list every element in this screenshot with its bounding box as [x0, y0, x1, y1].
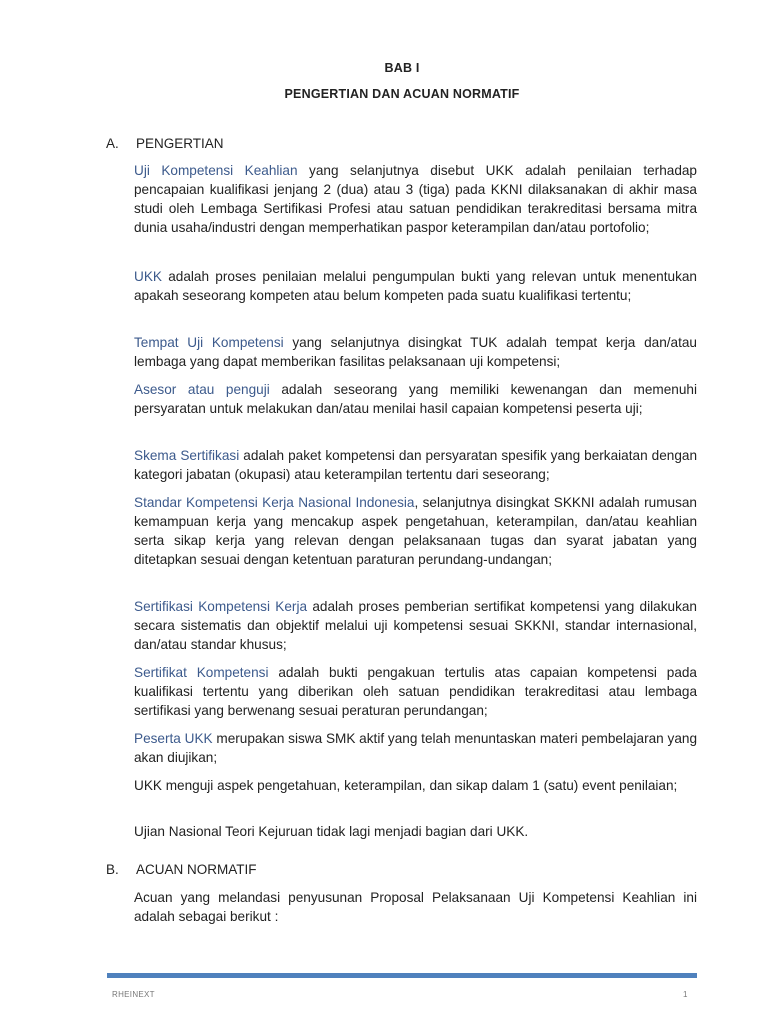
- definition-text: Ujian Nasional Teori Kejuruan tidak lagi menjadi bagian dari UKK.: [134, 824, 529, 839]
- definition-term: Uji Kompetensi Keahlian: [134, 163, 298, 178]
- definition-text: adalah proses penilaian melalui pengumpulan bukti yang relevan untuk menentukan apakah seseorang kompeten atau belum kompeten pada suatu kualifikasi tertentu;: [134, 269, 697, 303]
- definition-paragraph: [134, 333, 697, 371]
- definition-paragraph: [134, 729, 697, 767]
- definition-paragraph: [134, 663, 697, 720]
- definition-term: Asesor atau penguji: [134, 382, 270, 397]
- chapter-title: PENGERTIAN DAN ACUAN NORMATIF: [284, 87, 520, 101]
- definition-term: Standar Kompetensi Kerja Nasional Indonesia: [134, 495, 415, 510]
- definition-paragraph: [134, 267, 697, 305]
- definition-text: yang selanjutnya disingkat TUK adalah tempat kerja dan/atau lembaga yang dapat memberikan fasilitas pelaksanaan uji kompetensi;: [134, 335, 697, 369]
- section-a-heading: [106, 136, 224, 151]
- definition-text: adalah paket kompetensi dan persyaratan spesifik yang berkaiatan dengan kategori jabatan (okupasi) atau keterampilan tertentu dari seseorang;: [134, 448, 697, 482]
- section-a-title: PENGERTIAN: [136, 136, 224, 151]
- definition-term: Skema Sertifikasi: [134, 448, 240, 463]
- definition-term: Peserta UKK: [134, 731, 213, 746]
- definition-paragraph: [134, 597, 697, 654]
- definition-paragraph: [134, 822, 697, 841]
- definition-text: adalah proses pemberian sertifikat kompetensi yang dilakukan secara sistematis dan objektif melalui uji kompetensi sesuai SKKNI, standar internasional, dan/atau standar khusus;: [134, 599, 697, 652]
- definition-term: Tempat Uji Kompetensi: [134, 335, 284, 350]
- definition-term: Sertifikat Kompetensi: [134, 665, 269, 680]
- section-b-letter: B.: [106, 862, 119, 877]
- definition-text: , selanjutnya disingkat SKKNI adalah rumusan kemampuan kerja yang mencakup aspek pengetahuan, keterampilan, dan/atau keahlian serta sikap kerja yang relevan dengan pelaksanaan tugas dan syarat jabatan yang ditetapkan sesuai dengan ketentuan paraturan perundang-undangan;: [134, 495, 697, 567]
- definition-term: Sertifikasi Kompetensi Kerja: [134, 599, 308, 614]
- footer-divider: [107, 973, 697, 978]
- definition-text: UKK menguji aspek pengetahuan, keterampilan, dan sikap dalam 1 (satu) event penilaian;: [134, 778, 678, 793]
- section-b-intro: Acuan yang melandasi penyusunan Proposal Pelaksanaan Uji Kompetensi Keahlian ini adalah sebagai berikut :: [134, 890, 697, 924]
- section-b-heading: [106, 862, 257, 877]
- chapter-label: BAB I: [384, 61, 420, 75]
- definition-term: UKK: [134, 269, 162, 284]
- definition-paragraph: [134, 776, 697, 795]
- definition-paragraph: [134, 380, 697, 418]
- definition-paragraph: [134, 493, 697, 569]
- footer-label: RHEINEXT: [112, 990, 155, 999]
- definition-paragraph: [134, 161, 697, 237]
- definition-paragraph: [134, 446, 697, 484]
- definition-text: yang selanjutnya disebut UKK adalah penilaian terhadap pencapaian kualifikasi jenjang 2 (dua) atau 3 (tiga) pada KKNI dilaksanakan di akhir masa studi oleh Lembaga Sertifikasi Profesi atau satuan pendidikan terakreditasi bersama mitra dunia usaha/industri dengan memperhatikan paspor keterampilan dan/atau portofolio;: [134, 163, 697, 235]
- definition-text: adalah bukti pengakuan tertulis atas capaian kompetensi pada kualifikasi tertentu yang diberikan oleh satuan pendidikan terakreditasi atau lembaga sertifikasi yang berwenang sesuai peraturan perundangan;: [134, 665, 697, 718]
- page-number: 1: [683, 990, 688, 999]
- section-a-letter: A.: [106, 136, 119, 151]
- section-b-title: ACUAN NORMATIF: [136, 862, 257, 877]
- definition-text: merupakan siswa SMK aktif yang telah menuntaskan materi pembelajaran yang akan diujikan;: [134, 731, 698, 765]
- definition-text: adalah seseorang yang memiliki kewenangan dan memenuhi persyaratan untuk melakukan dan/atau menilai hasil capaian kompetensi peserta uji;: [134, 382, 697, 416]
